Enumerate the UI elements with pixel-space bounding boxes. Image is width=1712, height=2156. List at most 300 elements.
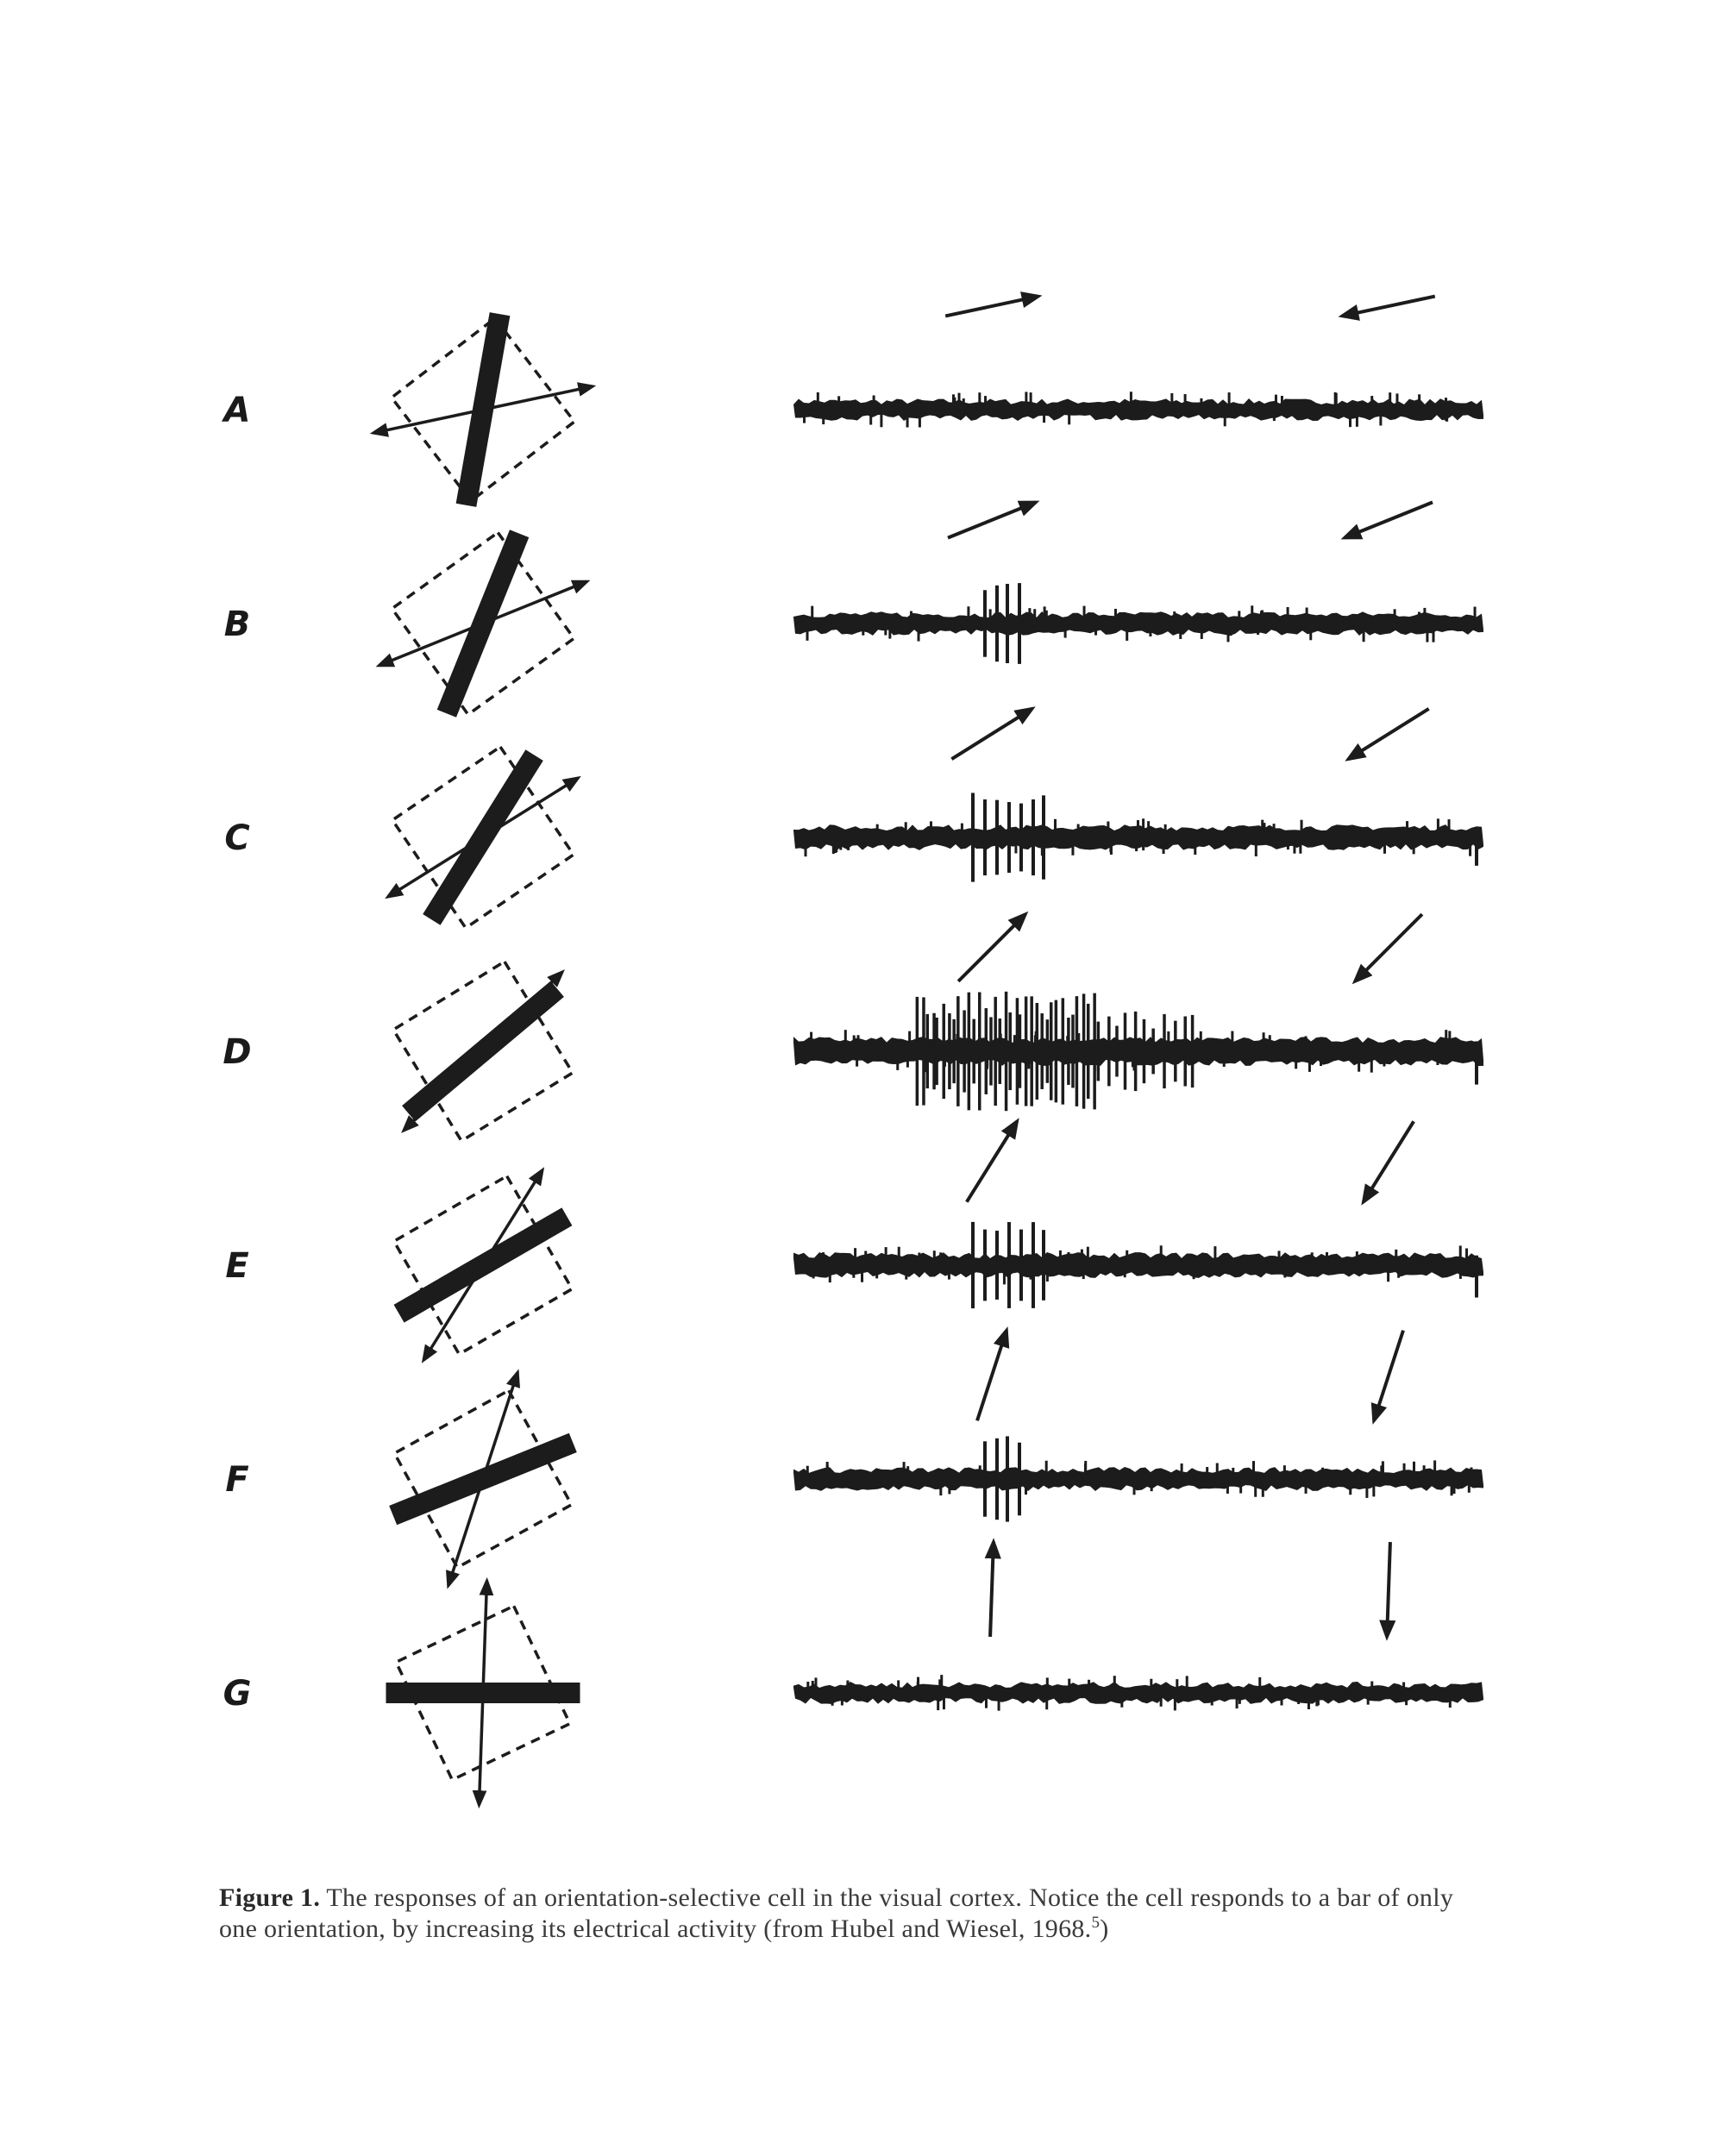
row-d <box>223 914 1483 1141</box>
noise-tick <box>1160 1245 1163 1258</box>
reverse-motion-arrow <box>1342 297 1435 317</box>
noise-tick <box>1173 611 1176 617</box>
noise-tick <box>826 1465 829 1473</box>
noise-tick <box>1370 396 1373 404</box>
noise-tick <box>1356 415 1358 427</box>
noise-tick <box>1273 415 1276 421</box>
noise-tick <box>1200 1031 1202 1043</box>
spike <box>1040 1013 1044 1089</box>
noise-tick <box>885 1247 887 1258</box>
noise-tick <box>1206 1467 1208 1473</box>
spike <box>1475 829 1478 866</box>
row-e <box>225 1121 1483 1360</box>
noise-tick <box>1451 1485 1453 1495</box>
row-label-g: G <box>223 1674 252 1714</box>
noise-tick <box>1379 415 1382 425</box>
spike <box>994 997 997 1106</box>
caption-reference-superscript: 5 <box>1091 1914 1101 1932</box>
noise-tick <box>1394 609 1396 617</box>
noise-tick <box>1084 1461 1087 1473</box>
noise-tick <box>1027 1060 1030 1069</box>
reverse-motion-arrow <box>1364 1121 1414 1201</box>
noise-tick <box>1094 630 1097 636</box>
activity-trace-f <box>793 1436 1483 1521</box>
noise-tick <box>873 395 875 404</box>
noise-tick <box>817 392 819 404</box>
spike <box>1475 1256 1478 1298</box>
spike <box>1163 1014 1166 1088</box>
noise-tick <box>989 609 992 617</box>
noise-tick <box>1349 1485 1351 1495</box>
row-label-f: F <box>225 1460 249 1500</box>
noise-tick <box>1113 1676 1116 1688</box>
noise-tick <box>1044 606 1046 617</box>
noise-tick <box>1170 393 1173 404</box>
noise-tick <box>1383 1060 1385 1067</box>
noise-tick <box>930 821 932 830</box>
noise-tick <box>1309 630 1312 640</box>
spike <box>1055 1000 1058 1103</box>
spike <box>1191 1015 1195 1087</box>
noise-tick <box>1149 630 1151 636</box>
noise-tick <box>862 630 864 636</box>
spike <box>972 1019 975 1084</box>
noise-tick <box>1228 392 1231 404</box>
noise-tick <box>1395 393 1398 404</box>
noise-tick <box>1109 844 1112 852</box>
noise-tick <box>905 822 907 830</box>
row-label-d: D <box>223 1032 252 1072</box>
noise-tick <box>1403 1463 1406 1473</box>
noise-tick <box>1257 630 1259 635</box>
stimulus-bar <box>402 981 564 1121</box>
noise-tick <box>1226 1485 1229 1494</box>
noise-tick <box>903 1462 906 1473</box>
noise-tick <box>1261 820 1264 830</box>
noise-tick <box>1474 607 1477 617</box>
spike <box>943 1004 946 1099</box>
noise-tick <box>1167 1031 1170 1043</box>
forward-motion-arrow <box>958 914 1025 981</box>
noise-tick <box>1311 1252 1314 1258</box>
noise-tick <box>1239 1485 1242 1494</box>
spike <box>1143 1019 1146 1083</box>
spike <box>1036 1003 1039 1100</box>
spike <box>1006 1436 1009 1521</box>
noise-tick <box>1025 1485 1027 1495</box>
noise-tick <box>939 1252 942 1258</box>
spike <box>922 997 925 1105</box>
noise-tick <box>1213 1246 1216 1258</box>
noise-tick <box>1179 630 1182 639</box>
noise-tick <box>1273 824 1276 830</box>
noise-tick <box>1278 1250 1281 1258</box>
spike <box>1016 998 1019 1105</box>
spike <box>985 1008 988 1094</box>
noise-tick <box>908 1031 911 1043</box>
noise-tick <box>1013 1035 1016 1043</box>
row-f <box>225 1331 1483 1586</box>
noise-tick <box>806 1682 809 1688</box>
noise-tick <box>1287 844 1289 849</box>
noise-tick <box>939 1485 942 1495</box>
noise-tick <box>1468 1485 1471 1493</box>
spike <box>1097 1022 1101 1081</box>
forward-motion-arrow <box>977 1331 1007 1421</box>
noise-tick <box>958 393 961 404</box>
noise-tick <box>1471 1467 1473 1473</box>
noise-tick <box>1224 415 1226 426</box>
noise-tick <box>1181 1463 1183 1473</box>
spike <box>1019 804 1023 872</box>
noise-tick <box>806 630 809 641</box>
noise-tick <box>806 1466 809 1473</box>
noise-tick <box>864 1251 867 1258</box>
stimulus-c <box>388 747 578 928</box>
figure-caption <box>219 1883 1487 1945</box>
noise-tick <box>961 824 963 830</box>
noise-tick <box>985 1698 988 1708</box>
noise-tick <box>1370 1060 1373 1073</box>
noise-tick <box>1081 1250 1083 1258</box>
spike <box>1032 1222 1035 1308</box>
noise-tick <box>1283 1272 1286 1277</box>
noise-tick <box>1395 1250 1397 1258</box>
spike <box>971 793 975 881</box>
noise-tick <box>876 824 879 830</box>
activity-trace-e <box>793 1222 1483 1308</box>
noise-tick <box>1068 1679 1070 1688</box>
noise-tick <box>1413 844 1415 854</box>
noise-tick <box>1059 1250 1062 1258</box>
forward-motion-arrow <box>967 1121 1017 1201</box>
spike <box>1093 993 1096 1110</box>
row-label-a: A <box>223 391 251 430</box>
noise-tick <box>1232 1468 1234 1473</box>
stimulus-bar <box>386 1683 580 1703</box>
stimulus-bar <box>423 749 543 925</box>
noise-tick <box>1087 1247 1089 1258</box>
noise-tick <box>1432 630 1434 642</box>
spike <box>989 1017 993 1085</box>
noise-tick <box>1126 1250 1128 1258</box>
noise-tick <box>1356 1251 1358 1258</box>
noise-tick <box>1200 398 1202 404</box>
noise-tick <box>1305 1485 1308 1494</box>
noise-tick <box>1437 818 1439 830</box>
noise-tick <box>1315 1698 1318 1706</box>
spike <box>978 992 981 1110</box>
noise-tick <box>1269 1035 1271 1043</box>
caption-closing: ) <box>1100 1915 1109 1943</box>
noise-tick <box>1071 844 1074 856</box>
activity-trace-a <box>793 392 1483 427</box>
noise-tick <box>1046 1677 1049 1688</box>
noise-tick <box>1406 821 1408 830</box>
spike <box>1042 1230 1045 1300</box>
stimulus-e <box>394 1170 573 1360</box>
noise-tick <box>1301 820 1303 830</box>
noise-tick <box>1305 1036 1308 1043</box>
noise-tick <box>906 1060 909 1068</box>
noise-tick <box>1308 1060 1311 1072</box>
spike <box>1019 1014 1022 1087</box>
noise-tick <box>1054 819 1057 830</box>
spike <box>1124 1012 1127 1089</box>
forward-motion-arrow <box>990 1542 994 1637</box>
spike <box>1018 1443 1021 1516</box>
noise-tick <box>1107 822 1109 830</box>
noise-tick <box>1216 1463 1219 1473</box>
noise-tick <box>1445 398 1447 404</box>
noise-tick <box>1077 824 1080 830</box>
row-label-b: B <box>223 605 251 644</box>
row-g <box>223 1542 1483 1805</box>
noise-tick <box>1025 392 1027 404</box>
noise-tick <box>1445 415 1448 422</box>
reverse-motion-arrow <box>1387 1542 1390 1637</box>
stimulus-a <box>373 312 593 507</box>
noise-tick <box>1433 1460 1436 1473</box>
spike <box>983 1230 987 1301</box>
spike <box>1006 584 1009 663</box>
spike <box>995 1231 999 1300</box>
noise-tick <box>937 1698 939 1710</box>
noise-tick <box>952 394 955 404</box>
noise-tick <box>906 415 909 428</box>
spike <box>968 993 971 1111</box>
noise-tick <box>852 1272 855 1278</box>
trace-baseline <box>793 611 1483 636</box>
spike <box>963 1010 966 1092</box>
noise-tick <box>841 1698 843 1705</box>
noise-tick <box>1459 1272 1462 1279</box>
noise-tick <box>869 415 872 425</box>
noise-tick <box>1028 608 1031 617</box>
activity-trace-b <box>793 583 1483 664</box>
noise-tick <box>1114 609 1117 617</box>
spike <box>983 799 987 875</box>
noise-tick <box>1088 1680 1090 1688</box>
noise-tick <box>1142 844 1144 850</box>
noise-tick <box>918 1253 920 1258</box>
noise-tick <box>1223 1060 1226 1067</box>
noise-tick <box>1043 415 1045 423</box>
noise-tick <box>1184 394 1187 404</box>
noise-tick <box>812 1681 814 1688</box>
noise-tick <box>1459 1245 1462 1258</box>
spike <box>1107 1017 1111 1087</box>
noise-tick <box>1295 1060 1297 1069</box>
noise-tick <box>1448 1031 1451 1043</box>
spike <box>916 997 919 1106</box>
noise-tick <box>1293 844 1295 854</box>
noise-tick <box>1262 1485 1264 1497</box>
noise-tick <box>1160 1698 1163 1707</box>
stimulus-g <box>386 1581 580 1805</box>
noise-tick <box>1349 415 1351 427</box>
noise-tick <box>984 396 987 404</box>
noise-tick <box>963 398 965 404</box>
noise-tick <box>1469 844 1471 856</box>
noise-tick <box>938 1679 941 1688</box>
noise-tick <box>1413 1462 1415 1473</box>
noise-tick <box>805 844 807 856</box>
row-a <box>222 297 1483 507</box>
forward-motion-arrow <box>945 297 1038 317</box>
noise-tick <box>829 1272 831 1282</box>
row-label-e: E <box>225 1246 249 1286</box>
noise-tick <box>1124 1272 1126 1277</box>
spike <box>983 590 987 656</box>
reverse-motion-arrow <box>1348 709 1428 759</box>
spike <box>1042 795 1045 879</box>
noise-tick <box>948 1272 950 1280</box>
spike <box>926 1014 930 1088</box>
noise-tick <box>831 1698 834 1706</box>
activity-trace-c <box>793 793 1483 881</box>
noise-tick <box>1151 1485 1153 1491</box>
caption-text: The responses of an orientation-selective cell in the visual cortex. Notice the cell responds to a bar of only one orientation, by increasing its electrical activity (from Hubel and Wiesel, 1968. <box>219 1883 1454 1943</box>
noise-tick <box>1174 1698 1176 1710</box>
noise-tick <box>1397 1272 1400 1278</box>
noise-tick <box>1142 818 1144 830</box>
spike <box>1067 1018 1070 1085</box>
noise-tick <box>1230 630 1232 636</box>
stimulus-b <box>379 530 586 718</box>
noise-tick <box>1363 630 1365 642</box>
activity-trace-g <box>793 1675 1483 1711</box>
stimulus-bar <box>394 1207 573 1322</box>
noise-tick <box>1067 1252 1069 1258</box>
noise-tick <box>861 1272 863 1282</box>
noise-tick <box>1126 630 1128 641</box>
noise-tick <box>1030 392 1032 404</box>
noise-tick <box>1367 1698 1370 1705</box>
spike <box>1018 583 1021 664</box>
noise-tick <box>998 1698 1000 1711</box>
row-label-c: C <box>224 818 250 858</box>
noise-tick <box>1383 844 1386 854</box>
noise-tick <box>811 606 813 617</box>
row-c <box>224 709 1483 928</box>
noise-tick <box>1236 1698 1239 1708</box>
noise-tick <box>1326 1252 1328 1258</box>
noise-tick <box>1275 395 1277 404</box>
noise-tick <box>803 415 806 423</box>
noise-tick <box>857 1035 860 1043</box>
noise-tick <box>1320 1060 1322 1066</box>
spike <box>1005 992 1008 1111</box>
noise-tick <box>1299 844 1301 854</box>
spike <box>1134 1012 1138 1091</box>
noise-tick <box>979 1465 981 1473</box>
noise-tick <box>1252 1461 1255 1473</box>
noise-tick <box>1211 1698 1213 1706</box>
spike <box>983 1441 987 1516</box>
noise-tick <box>1133 1485 1136 1495</box>
noise-tick <box>875 1272 878 1278</box>
noise-tick <box>1120 1698 1123 1708</box>
spike <box>1071 1015 1075 1088</box>
noise-tick <box>1258 1677 1261 1688</box>
noise-tick <box>1083 606 1086 617</box>
noise-tick <box>839 844 842 850</box>
noise-tick <box>814 1677 817 1688</box>
noise-tick <box>1426 630 1428 642</box>
noise-tick <box>1372 1485 1375 1496</box>
reverse-motion-arrow <box>1355 914 1422 981</box>
noise-tick <box>1389 392 1391 404</box>
noise-tick <box>905 1272 907 1280</box>
noise-tick <box>1251 605 1253 617</box>
noise-tick <box>943 1698 945 1709</box>
noise-tick <box>978 392 981 404</box>
noise-tick <box>856 1060 858 1067</box>
noise-tick <box>822 1252 825 1258</box>
trace-baseline <box>793 1252 1483 1278</box>
noise-tick <box>1137 820 1139 830</box>
spike <box>995 800 999 875</box>
noise-tick <box>1045 1461 1048 1473</box>
noise-tick <box>1297 1698 1300 1704</box>
noise-tick <box>1082 1272 1085 1279</box>
trace-baseline <box>793 1682 1483 1704</box>
stimulus-f <box>389 1372 577 1585</box>
spike <box>1475 1041 1478 1084</box>
noise-tick <box>844 1030 847 1043</box>
noise-tick <box>1164 824 1167 830</box>
spike <box>1115 1026 1119 1077</box>
spike <box>1032 799 1035 875</box>
noise-tick <box>1358 1060 1360 1072</box>
spike <box>1151 1029 1155 1075</box>
noise-tick <box>1227 630 1230 642</box>
spike <box>948 1013 951 1089</box>
stimulus-bar <box>437 530 530 718</box>
noise-tick <box>1186 1676 1188 1688</box>
stimulus-bar <box>389 1433 577 1526</box>
noise-tick <box>1147 821 1150 830</box>
reverse-motion-arrow <box>1374 1331 1403 1421</box>
trace-baseline <box>793 1467 1483 1491</box>
noise-tick <box>1201 630 1203 639</box>
noise-tick <box>1287 607 1289 617</box>
noise-tick <box>1423 1465 1426 1473</box>
spike <box>999 1018 1002 1084</box>
noise-tick <box>967 606 969 617</box>
spike <box>1183 1016 1187 1086</box>
spike <box>1025 996 1028 1106</box>
noise-tick <box>918 630 920 642</box>
spike <box>1019 1230 1023 1301</box>
reverse-motion-arrow <box>1345 502 1433 537</box>
noise-tick <box>1260 611 1263 617</box>
noise-tick <box>1453 1485 1456 1494</box>
noise-tick <box>846 1681 849 1688</box>
stimulus-d <box>393 962 573 1141</box>
noise-tick <box>1281 1698 1283 1706</box>
noise-tick <box>1308 1698 1310 1709</box>
spike <box>1075 996 1079 1106</box>
noise-tick <box>948 1485 950 1494</box>
noise-tick <box>847 844 850 850</box>
spike <box>995 586 999 661</box>
row-b <box>224 502 1483 717</box>
noise-tick <box>906 1466 909 1473</box>
spike <box>1008 1012 1012 1090</box>
noise-tick <box>1194 844 1196 855</box>
